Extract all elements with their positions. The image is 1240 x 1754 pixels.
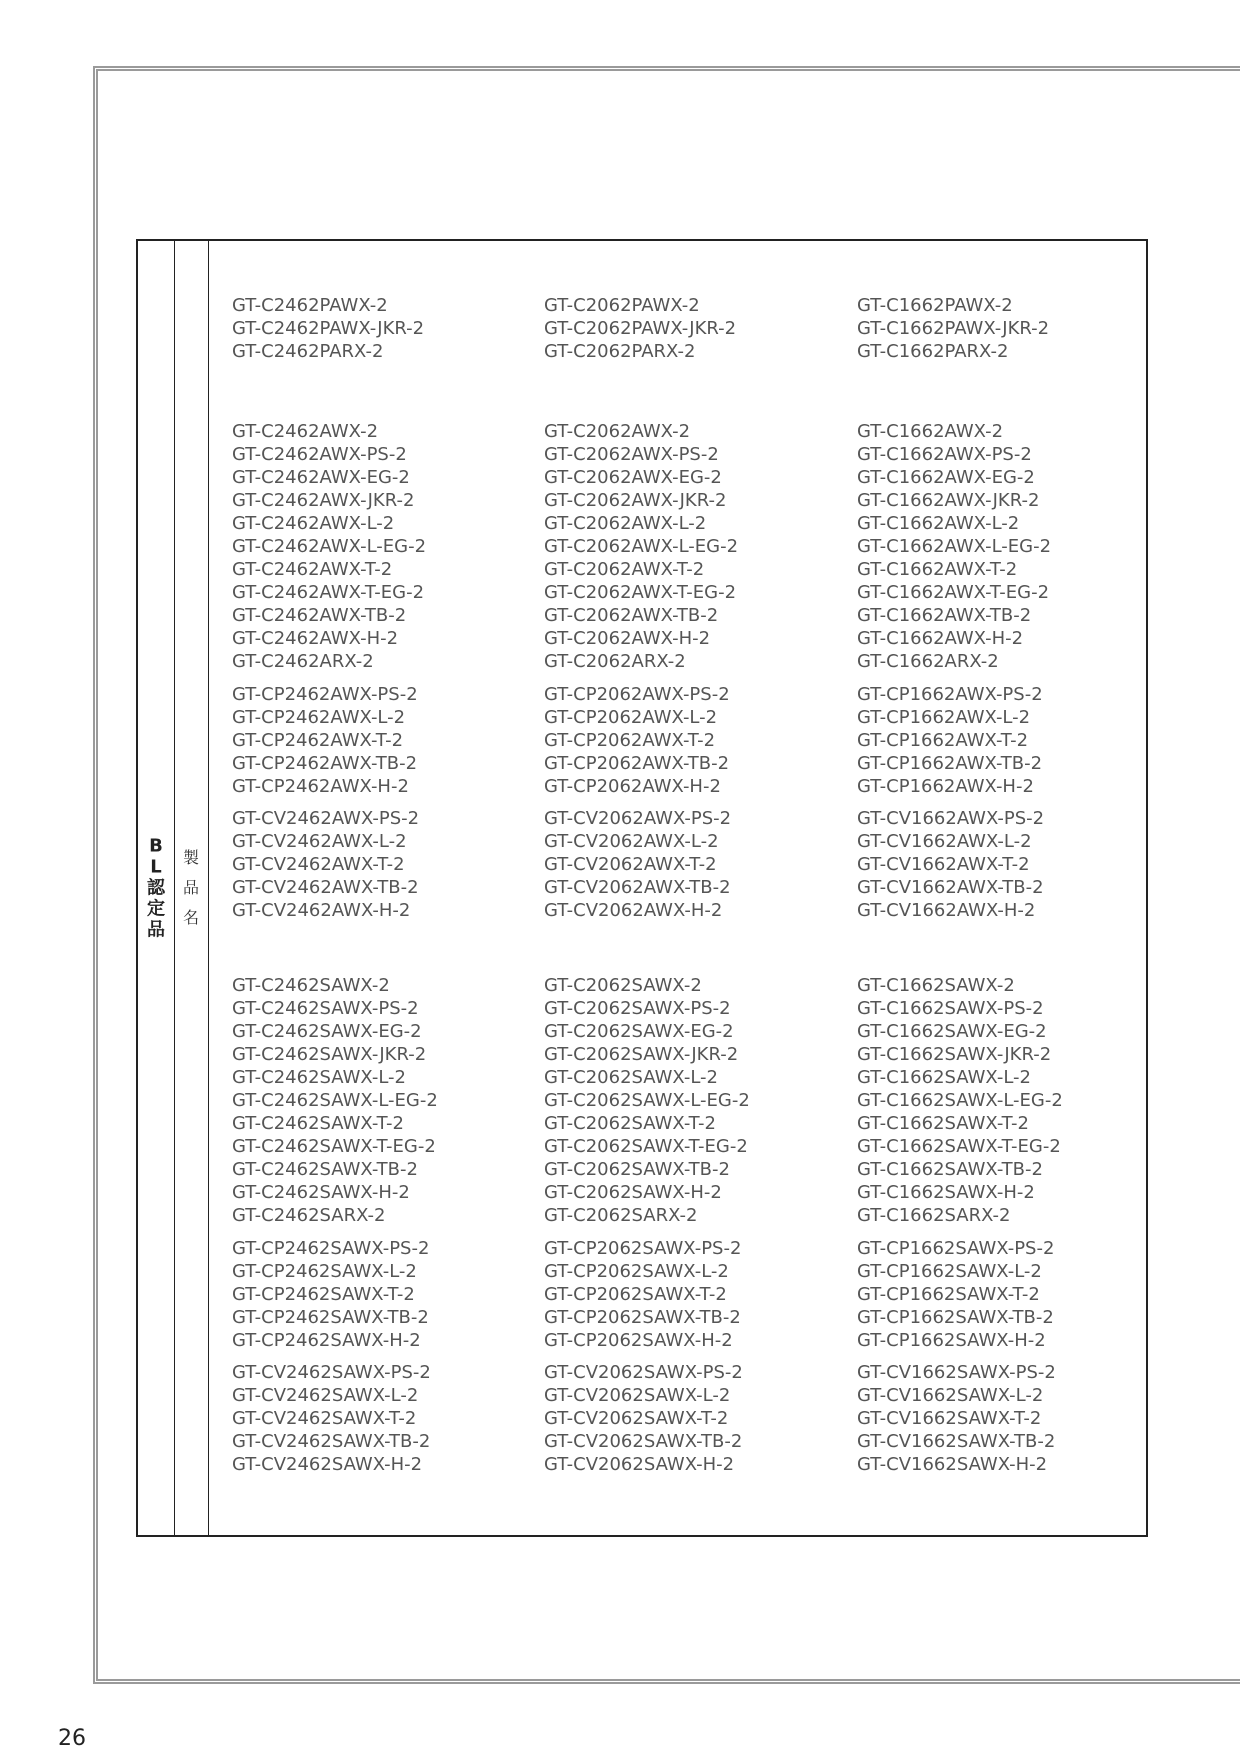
product-name: GT-C1662SAWX-2 [857, 975, 1015, 996]
product-name: GT-CV2062AWX-T-2 [544, 854, 717, 875]
product-cell [232, 294, 542, 363]
product-cell [857, 807, 1167, 922]
product-name: GT-CV2062AWX-L-2 [544, 831, 719, 852]
product-cell [544, 1237, 854, 1352]
product-cell [544, 683, 854, 798]
product-name: GT-C2062AWX-EG-2 [544, 467, 722, 488]
product-name: GT-CV2462SAWX-T-2 [232, 1408, 417, 1429]
product-cell [544, 807, 854, 922]
product-cell [232, 420, 542, 673]
product-name: GT-C2462AWX-TB-2 [232, 605, 407, 626]
product-name: GT-C2062AWX-L-EG-2 [544, 536, 739, 557]
product-name: GT-CP1662AWX-TB-2 [857, 753, 1043, 774]
product-name: GT-C2062PARX-2 [544, 341, 696, 362]
product-name: GT-C1662AWX-JKR-2 [857, 490, 1040, 511]
product-name: GT-CV2062SAWX-H-2 [544, 1454, 735, 1475]
product-name-header-column [174, 241, 209, 1535]
product-name: GT-C2462SARX-2 [232, 1205, 386, 1226]
product-name: GT-CV2462AWX-T-2 [232, 854, 405, 875]
product-name: GT-C2462AWX-EG-2 [232, 467, 410, 488]
product-name: GT-CP2062SAWX-TB-2 [544, 1307, 741, 1328]
product-name: GT-CV2462SAWX-H-2 [232, 1454, 423, 1475]
product-name: GT-CV2462AWX-PS-2 [232, 808, 420, 829]
product-name: GT-CP2062SAWX-L-2 [544, 1261, 729, 1282]
product-name: GT-C1662SAWX-L-EG-2 [857, 1090, 1063, 1111]
product-name: GT-CV2062AWX-PS-2 [544, 808, 732, 829]
product-name: GT-C2062AWX-T-2 [544, 559, 705, 580]
category-label: BL認定品 [147, 835, 165, 941]
product-name: GT-C2062SAWX-PS-2 [544, 998, 731, 1019]
product-name: GT-C1662SAWX-H-2 [857, 1182, 1035, 1203]
product-name: GT-C2462SAWX-PS-2 [232, 998, 419, 1019]
product-name: GT-C2462SAWX-L-2 [232, 1067, 406, 1088]
product-name: GT-C1662SAWX-EG-2 [857, 1021, 1047, 1042]
product-name: GT-C1662AWX-H-2 [857, 628, 1024, 649]
product-name: GT-CV2062SAWX-PS-2 [544, 1362, 743, 1383]
product-cell [544, 974, 854, 1227]
product-name: GT-CP1662AWX-L-2 [857, 707, 1031, 728]
product-name: GT-C2462AWX-PS-2 [232, 444, 407, 465]
product-name: GT-C1662SAWX-T-EG-2 [857, 1136, 1061, 1157]
product-name: GT-CP2462SAWX-L-2 [232, 1261, 417, 1282]
product-name: GT-CV2462AWX-H-2 [232, 900, 411, 921]
product-cell [544, 1361, 854, 1476]
product-cell [857, 1237, 1167, 1352]
product-name: GT-C2462PARX-2 [232, 341, 384, 362]
product-name: GT-CP1662SAWX-TB-2 [857, 1307, 1054, 1328]
product-name: GT-CP1662SAWX-T-2 [857, 1284, 1040, 1305]
product-name: GT-CV1662SAWX-H-2 [857, 1454, 1048, 1475]
product-name: GT-C2462AWX-L-EG-2 [232, 536, 427, 557]
product-name: GT-C2062AWX-TB-2 [544, 605, 719, 626]
product-name: GT-C2062PAWX-2 [544, 295, 700, 316]
product-name: GT-C2062PAWX-JKR-2 [544, 318, 737, 339]
product-name: GT-C1662SAWX-JKR-2 [857, 1044, 1052, 1065]
product-name: GT-CV2462SAWX-L-2 [232, 1385, 419, 1406]
product-name: GT-C1662AWX-T-EG-2 [857, 582, 1050, 603]
product-name: GT-CV1662SAWX-PS-2 [857, 1362, 1056, 1383]
product-name: GT-C1662AWX-L-2 [857, 513, 1020, 534]
product-name: GT-C1662SAWX-L-2 [857, 1067, 1031, 1088]
product-name: GT-CV2062AWX-H-2 [544, 900, 723, 921]
product-name: GT-C2062SAWX-H-2 [544, 1182, 722, 1203]
product-name: GT-C2062SAWX-TB-2 [544, 1159, 730, 1180]
product-name: GT-CV1662AWX-H-2 [857, 900, 1036, 921]
product-name: GT-C2462AWX-2 [232, 421, 379, 442]
product-cell [232, 974, 542, 1227]
product-name: GT-CP2462SAWX-H-2 [232, 1330, 421, 1351]
product-name: GT-CP2062AWX-T-2 [544, 730, 716, 751]
product-name: GT-C1662SAWX-TB-2 [857, 1159, 1043, 1180]
product-name: GT-C2062SAWX-2 [544, 975, 702, 996]
product-name: GT-C2062AWX-JKR-2 [544, 490, 727, 511]
product-cell [857, 420, 1167, 673]
product-name: GT-C1662AWX-PS-2 [857, 444, 1032, 465]
product-name: GT-CP2462AWX-H-2 [232, 776, 409, 797]
product-name: GT-C2062AWX-2 [544, 421, 691, 442]
product-name: GT-CV1662SAWX-T-2 [857, 1408, 1042, 1429]
product-name: GT-C2462SAWX-T-2 [232, 1113, 404, 1134]
product-name: GT-C2462AWX-L-2 [232, 513, 395, 534]
product-name: GT-CP2062AWX-PS-2 [544, 684, 730, 705]
product-name: GT-C1662AWX-EG-2 [857, 467, 1035, 488]
product-name: GT-C1662ARX-2 [857, 651, 999, 672]
product-name: GT-C1662AWX-T-2 [857, 559, 1018, 580]
product-name: GT-C2062AWX-L-2 [544, 513, 707, 534]
product-name: GT-CV1662AWX-TB-2 [857, 877, 1044, 898]
product-name: GT-C2062SAWX-JKR-2 [544, 1044, 739, 1065]
product-cell [857, 294, 1167, 363]
product-cell [857, 683, 1167, 798]
product-name: GT-CP1662SAWX-L-2 [857, 1261, 1042, 1282]
product-name: GT-CV1662SAWX-L-2 [857, 1385, 1044, 1406]
product-name: GT-CV1662AWX-T-2 [857, 854, 1030, 875]
product-name: GT-C1662AWX-2 [857, 421, 1004, 442]
product-name: GT-C2462AWX-T-2 [232, 559, 393, 580]
product-name: GT-CP1662AWX-H-2 [857, 776, 1034, 797]
product-name: GT-CP2062AWX-TB-2 [544, 753, 730, 774]
product-name: GT-CV2062AWX-TB-2 [544, 877, 731, 898]
product-name: GT-C1662AWX-L-EG-2 [857, 536, 1052, 557]
product-name: GT-C1662PAWX-2 [857, 295, 1013, 316]
product-name: GT-C2462SAWX-H-2 [232, 1182, 410, 1203]
product-name: GT-C1662SAWX-PS-2 [857, 998, 1044, 1019]
product-name: GT-C1662SARX-2 [857, 1205, 1011, 1226]
product-name: GT-C1662AWX-TB-2 [857, 605, 1032, 626]
product-name: GT-C2062SARX-2 [544, 1205, 698, 1226]
product-name: GT-C2462SAWX-2 [232, 975, 390, 996]
product-name: GT-CV2462AWX-L-2 [232, 831, 407, 852]
product-cell [544, 294, 854, 363]
category-column [138, 241, 175, 1535]
product-name: GT-CP2062SAWX-PS-2 [544, 1238, 742, 1259]
product-name: GT-CP2462AWX-PS-2 [232, 684, 418, 705]
product-name: GT-C2462PAWX-2 [232, 295, 388, 316]
product-name: GT-CP2062AWX-H-2 [544, 776, 721, 797]
product-name: GT-C1662PAWX-JKR-2 [857, 318, 1050, 339]
product-name: GT-CP2062AWX-L-2 [544, 707, 718, 728]
product-name: GT-CP2462AWX-TB-2 [232, 753, 418, 774]
product-name: GT-C2462AWX-H-2 [232, 628, 399, 649]
product-name: GT-CP2462AWX-T-2 [232, 730, 404, 751]
product-name: GT-C2062SAWX-EG-2 [544, 1021, 734, 1042]
product-name: GT-C2062ARX-2 [544, 651, 686, 672]
product-name: GT-C1662SAWX-T-2 [857, 1113, 1029, 1134]
product-name: GT-CP1662SAWX-PS-2 [857, 1238, 1055, 1259]
product-name: GT-CP2462SAWX-PS-2 [232, 1238, 430, 1259]
product-name: GT-CV2462SAWX-TB-2 [232, 1431, 431, 1452]
product-name: GT-CP2062SAWX-H-2 [544, 1330, 733, 1351]
product-name: GT-CP2462SAWX-T-2 [232, 1284, 415, 1305]
product-name: GT-C2062AWX-H-2 [544, 628, 711, 649]
product-name: GT-CV2462SAWX-PS-2 [232, 1362, 431, 1383]
product-name: GT-C1662PARX-2 [857, 341, 1009, 362]
product-cell [544, 420, 854, 673]
product-name: GT-C2062SAWX-T-2 [544, 1113, 716, 1134]
product-name: GT-CP1662AWX-PS-2 [857, 684, 1043, 705]
product-name: GT-C2062AWX-PS-2 [544, 444, 719, 465]
product-name: GT-C2062SAWX-L-2 [544, 1067, 718, 1088]
product-name: GT-C2462SAWX-TB-2 [232, 1159, 418, 1180]
product-name: GT-CV2462AWX-TB-2 [232, 877, 419, 898]
product-cell [232, 807, 542, 922]
product-cell [232, 1237, 542, 1352]
product-name: GT-C2062SAWX-T-EG-2 [544, 1136, 748, 1157]
product-name-header: 製品名 [182, 848, 199, 927]
product-name: GT-CV1662AWX-PS-2 [857, 808, 1045, 829]
product-name: GT-CV2062SAWX-TB-2 [544, 1431, 743, 1452]
product-name: GT-CP2462SAWX-TB-2 [232, 1307, 429, 1328]
product-name: GT-C2462SAWX-T-EG-2 [232, 1136, 436, 1157]
product-name: GT-C2462ARX-2 [232, 651, 374, 672]
product-name: GT-C2462SAWX-JKR-2 [232, 1044, 427, 1065]
product-cell [232, 1361, 542, 1476]
product-cell [857, 1361, 1167, 1476]
product-name: GT-C2462SAWX-L-EG-2 [232, 1090, 438, 1111]
page-number: 26 [58, 1726, 86, 1751]
product-name: GT-CP2062SAWX-T-2 [544, 1284, 727, 1305]
product-name: GT-C2462PAWX-JKR-2 [232, 318, 425, 339]
product-name: GT-CV2062SAWX-T-2 [544, 1408, 729, 1429]
product-name: GT-CV1662SAWX-TB-2 [857, 1431, 1056, 1452]
product-name: GT-C2462AWX-T-EG-2 [232, 582, 425, 603]
product-cell [232, 683, 542, 798]
product-cell [857, 974, 1167, 1227]
product-name: GT-CV1662AWX-L-2 [857, 831, 1032, 852]
product-table [136, 239, 1148, 1537]
product-name: GT-CP1662AWX-T-2 [857, 730, 1029, 751]
product-name: GT-C2462SAWX-EG-2 [232, 1021, 422, 1042]
product-name: GT-C2062AWX-T-EG-2 [544, 582, 737, 603]
product-list-area [208, 241, 1146, 1535]
product-name: GT-C2062SAWX-L-EG-2 [544, 1090, 750, 1111]
product-name: GT-CP1662SAWX-H-2 [857, 1330, 1046, 1351]
product-name: GT-C2462AWX-JKR-2 [232, 490, 415, 511]
product-name: GT-CP2462AWX-L-2 [232, 707, 406, 728]
product-name: GT-CV2062SAWX-L-2 [544, 1385, 731, 1406]
